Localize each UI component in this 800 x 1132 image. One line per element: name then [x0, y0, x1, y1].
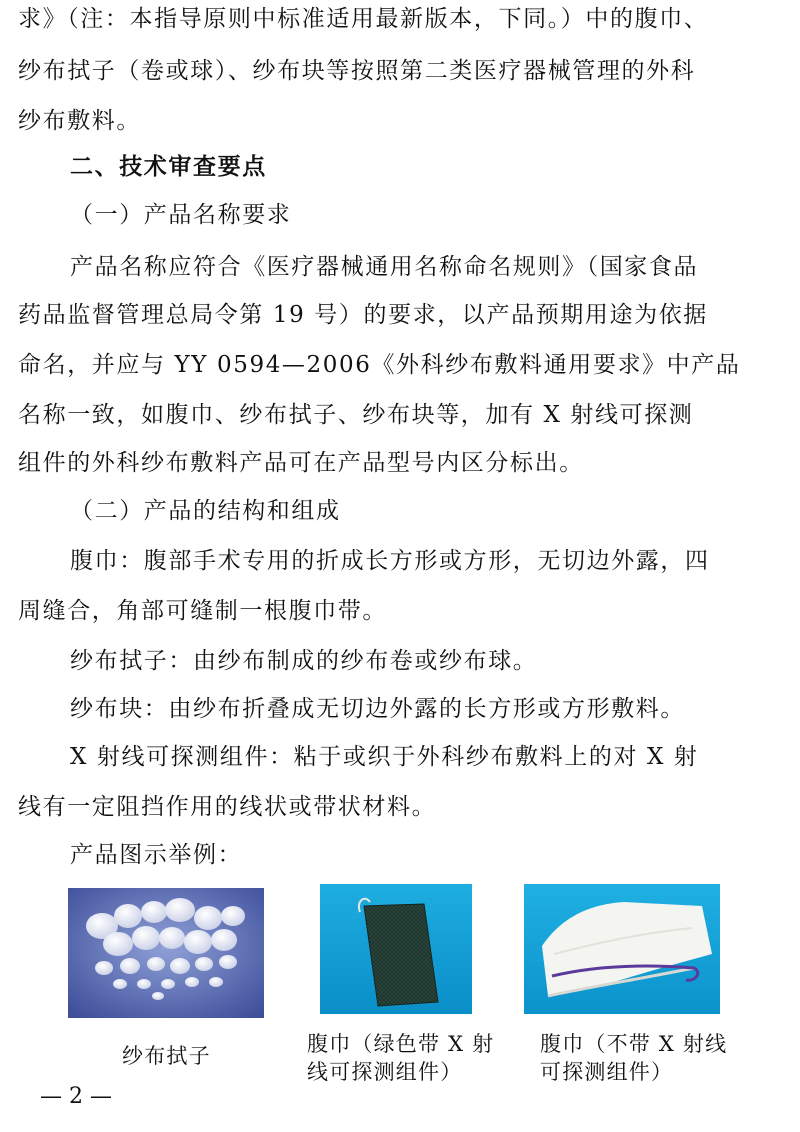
green-lap-sponge-photo [320, 884, 472, 1014]
caption-line: 可探测组件） [540, 1060, 674, 1084]
text-line: 纱布拭子：由纱布制成的纱布卷或纱布球。 [70, 648, 538, 674]
text-line: 线有一定阻挡作用的线状或带状材料。 [18, 794, 437, 820]
text-line: 周缝合，角部可缝制一根腹巾带。 [18, 598, 387, 624]
text-line: 腹巾：腹部手术专用的折成长方形或方形，无切边外露，四 [70, 548, 710, 574]
text-line: 求》（注：本指导原则中标准适用最新版本，下同。）中的腹巾、 [18, 6, 709, 32]
figure-caption [122, 1042, 211, 1070]
text-line: X 射线可探测组件：粘于或织于外科纱布敷料上的对 X 射 [70, 744, 699, 770]
subsection-heading: （二）产品的结构和组成 [70, 498, 341, 524]
caption-line: 腹巾（不带 X 射线 [540, 1032, 728, 1056]
text-line: 产品名称应符合《医疗器械通用名称命名规则》（国家食品 [70, 254, 699, 280]
text-line: 药品监督管理总局令第 19 号）的要求，以产品预期用途为依据 [18, 302, 708, 328]
text-line: 纱布敷料。 [18, 108, 141, 134]
white-lap-sponge-photo [524, 884, 720, 1014]
text-line: 命名，并应与 YY 0594—2006《外科纱布敷料通用要求》中产品 [18, 352, 741, 378]
text-line: 纱布块：由纱布折叠成无切边外露的长方形或方形敷料。 [70, 696, 685, 722]
figure-caption [307, 1030, 494, 1086]
section-heading: 二、技术审查要点 [70, 154, 267, 180]
caption-line: 纱布拭子 [122, 1044, 211, 1068]
caption-line: 腹巾（绿色带 X 射 [307, 1032, 495, 1056]
text-line: 组件的外科纱布敷料产品可在产品型号内区分标出。 [18, 450, 584, 476]
page-number: — 2 — [40, 1084, 112, 1109]
text-line: 名称一致，如腹巾、纱布拭子、纱布块等，加有 X 射线可探测 [18, 402, 694, 428]
text-line: 纱布拭子（卷或球）、纱布块等按照第二类医疗器械管理的外科 [18, 58, 696, 84]
text-line: 产品图示举例： [70, 842, 243, 868]
figure-caption [540, 1030, 727, 1086]
subsection-heading: （一）产品名称要求 [70, 202, 292, 228]
caption-line: 线可探测组件） [307, 1060, 463, 1084]
gauze-swab-photo [68, 888, 264, 1018]
